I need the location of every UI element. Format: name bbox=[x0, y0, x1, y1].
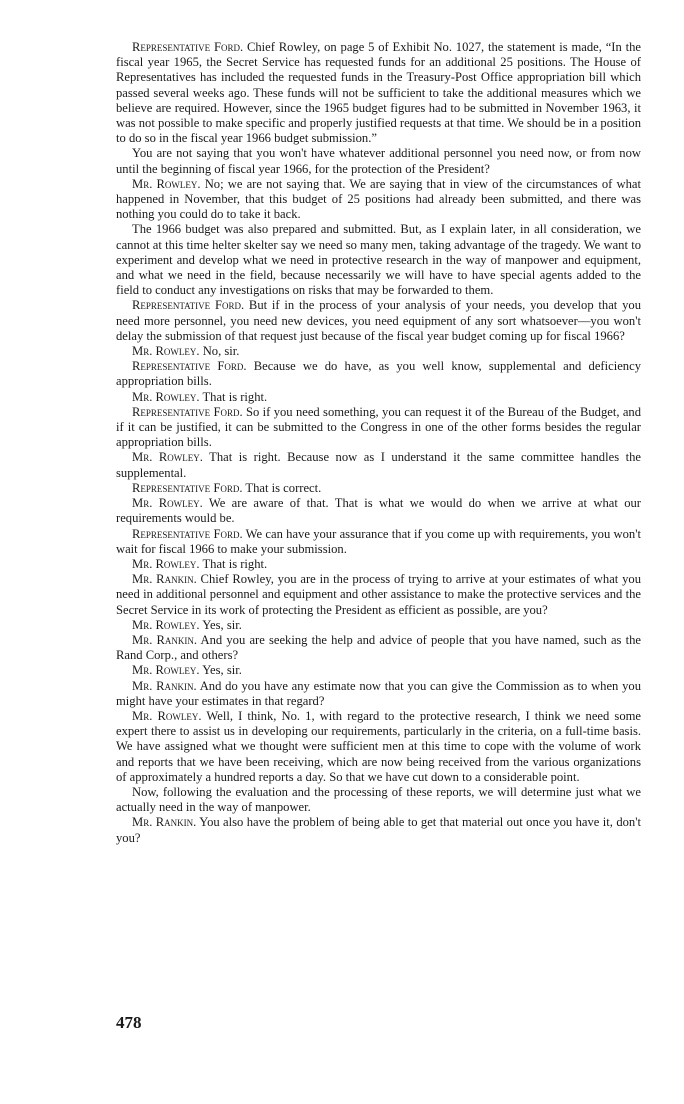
speaker-name: Mr. Rowley. bbox=[132, 450, 203, 465]
paragraph-text: Chief Rowley, you are in the process of trying to arrive at your estimates of what you need in additional personnel and equipment and other assistance to make the protective services and the Secret Service in its work of protecting the President as efficient as possible, are you? bbox=[116, 572, 641, 617]
paragraph-text: No; we are not saying that. We are saying that in view of the circumstances of what happened in November, that this budget of 25 positions had already been submitted, and there was nothing you could do to take it back. bbox=[116, 176, 641, 222]
paragraph bbox=[116, 298, 641, 344]
paragraph-text: We can have your assurance that if you come up with requirements, you won't wait for fiscal 1966 to make your submission. bbox=[116, 526, 641, 556]
paragraph bbox=[116, 557, 641, 572]
speaker-name: Mr. Rowley. bbox=[132, 708, 202, 723]
speaker-name: Representative Ford. bbox=[132, 298, 245, 313]
paragraph-text: That is right. Because now as I understand it the same committee handles the supplemental. bbox=[116, 450, 641, 480]
paragraph bbox=[116, 222, 641, 298]
paragraph bbox=[116, 146, 641, 176]
paragraph bbox=[116, 177, 641, 223]
paragraph-text: Yes, sir. bbox=[199, 663, 242, 678]
paragraph-text: That is right. bbox=[199, 389, 268, 404]
speaker-name: Mr. Rowley. bbox=[132, 617, 200, 632]
speaker-name: Representative Ford. bbox=[132, 526, 243, 541]
paragraph-text: Yes, sir. bbox=[199, 617, 242, 632]
paragraph-text: Because we do have, as you well know, supplemental and deficiency appropriation bills. bbox=[116, 359, 641, 389]
paragraph bbox=[116, 496, 641, 526]
paragraph-text: And you are seeking the help and advice of people that you have named, such as the Rand Corp., and others? bbox=[116, 632, 641, 663]
speaker-name: Mr. Rowley. bbox=[132, 496, 203, 511]
document-body bbox=[116, 40, 641, 846]
paragraph-text: Chief Rowley, on page 5 of Exhibit No. 1027, the statement is made, “In the fiscal year 1965, the Secret Service has requested funds for an additional 25 positions. The House of Representatives has included the requested funds in the Treasury-Post Office appropriation bill which passed several weeks ago. These funds will not be sufficient to take the additional measures which we believe are required. However, since the 1965 budget figures had to be submitted in November 1963, it was not possible to make specific and properly justified requests at that time. We should be in a position to do so in the fiscal year 1966 budget submission.” bbox=[116, 40, 641, 146]
speaker-name: Mr. Rankin. bbox=[132, 632, 198, 647]
paragraph-text: So if you need something, you can request it of the Bureau of the Budget, and if it can be justified, it can be submitted to the Congress in one of the other forms besides the regular appropriation bills. bbox=[116, 404, 642, 450]
speaker-name: Mr. Rowley. bbox=[132, 389, 200, 404]
paragraph bbox=[116, 405, 641, 451]
paragraph-text: We are aware of that. That is what we would do when we arrive at what our requirements would be. bbox=[116, 496, 641, 526]
paragraph bbox=[116, 815, 641, 845]
paragraph-text: But if in the process of your analysis of your needs, you develop that you need more personnel, you need new devices, you need equipment of any sort whatsoever—you won't delay the submission of that request just because of the fiscal year budget coming up for fiscal 1966? bbox=[116, 298, 641, 343]
speaker-name: Representative Ford. bbox=[132, 480, 243, 495]
speaker-name: Representative Ford. bbox=[132, 404, 243, 419]
paragraph-text: No, sir. bbox=[199, 344, 240, 359]
speaker-name: Mr. Rankin. bbox=[132, 572, 197, 587]
paragraph bbox=[116, 390, 641, 405]
paragraph-text: Well, I think, No. 1, with regard to the protective research, I think we need some expert there to assist us in developing our requirements, particularly in the criteria, on a full-time basis. We have assigned what we thought were sufficient men at this time to cope with the volume of work and reports that we have been receiving, which are now being received from the various organizations of approximately a hundred reports a day. So that we have cut down to a considerable point. bbox=[116, 708, 641, 784]
paragraph-text: And do you have any estimate now that you can give the Commission as to when you might have your estimates in that regard? bbox=[116, 678, 641, 708]
paragraph-text: You also have the problem of being able to get that material out once you have it, don't you? bbox=[116, 815, 641, 845]
paragraph bbox=[116, 40, 641, 146]
page-number: 478 bbox=[116, 1013, 142, 1032]
paragraph-text: Now, following the evaluation and the processing of these reports, we will determine just what we actually need in the way of manpower. bbox=[116, 784, 641, 815]
speaker-name: Representative Ford. bbox=[132, 40, 244, 54]
paragraph bbox=[116, 679, 641, 709]
paragraph-text: The 1966 budget was also prepared and submitted. But, as I explain later, in all consideration, we cannot at this time helter skelter say we need so many men, taking advantage of the tragedy. We want to experiment and develop what we need in protective research in the way of manpower and equipment, and what we need in the field, because necessarily we will have to have special agents added to the field to conduct any investigations on risks that may be forwarded to them. bbox=[116, 222, 641, 298]
speaker-name: Mr. Rowley. bbox=[132, 176, 201, 191]
speaker-name: Mr. Rankin. bbox=[132, 678, 197, 693]
paragraph-text: That is correct. bbox=[242, 480, 322, 495]
paragraph bbox=[116, 450, 641, 480]
paragraph bbox=[116, 633, 641, 663]
paragraph bbox=[116, 618, 641, 633]
speaker-name: Mr. Rowley. bbox=[132, 344, 200, 359]
paragraph bbox=[116, 709, 641, 785]
paragraph bbox=[116, 344, 641, 359]
paragraph bbox=[116, 663, 641, 678]
paragraph bbox=[116, 785, 641, 815]
paragraph-text: That is right. bbox=[199, 556, 268, 571]
paragraph bbox=[116, 572, 641, 618]
speaker-name: Mr. Rankin. bbox=[132, 815, 197, 830]
speaker-name: Mr. Rowley. bbox=[132, 663, 200, 678]
paragraph bbox=[116, 527, 641, 557]
paragraph bbox=[116, 481, 641, 496]
speaker-name: Representative Ford. bbox=[132, 359, 247, 374]
paragraph-text: You are not saying that you won't have whatever additional personnel you need now, or from now until the beginning of fiscal year 1966, for the protection of the President? bbox=[116, 146, 641, 176]
paragraph bbox=[116, 359, 641, 389]
speaker-name: Mr. Rowley. bbox=[132, 556, 200, 571]
